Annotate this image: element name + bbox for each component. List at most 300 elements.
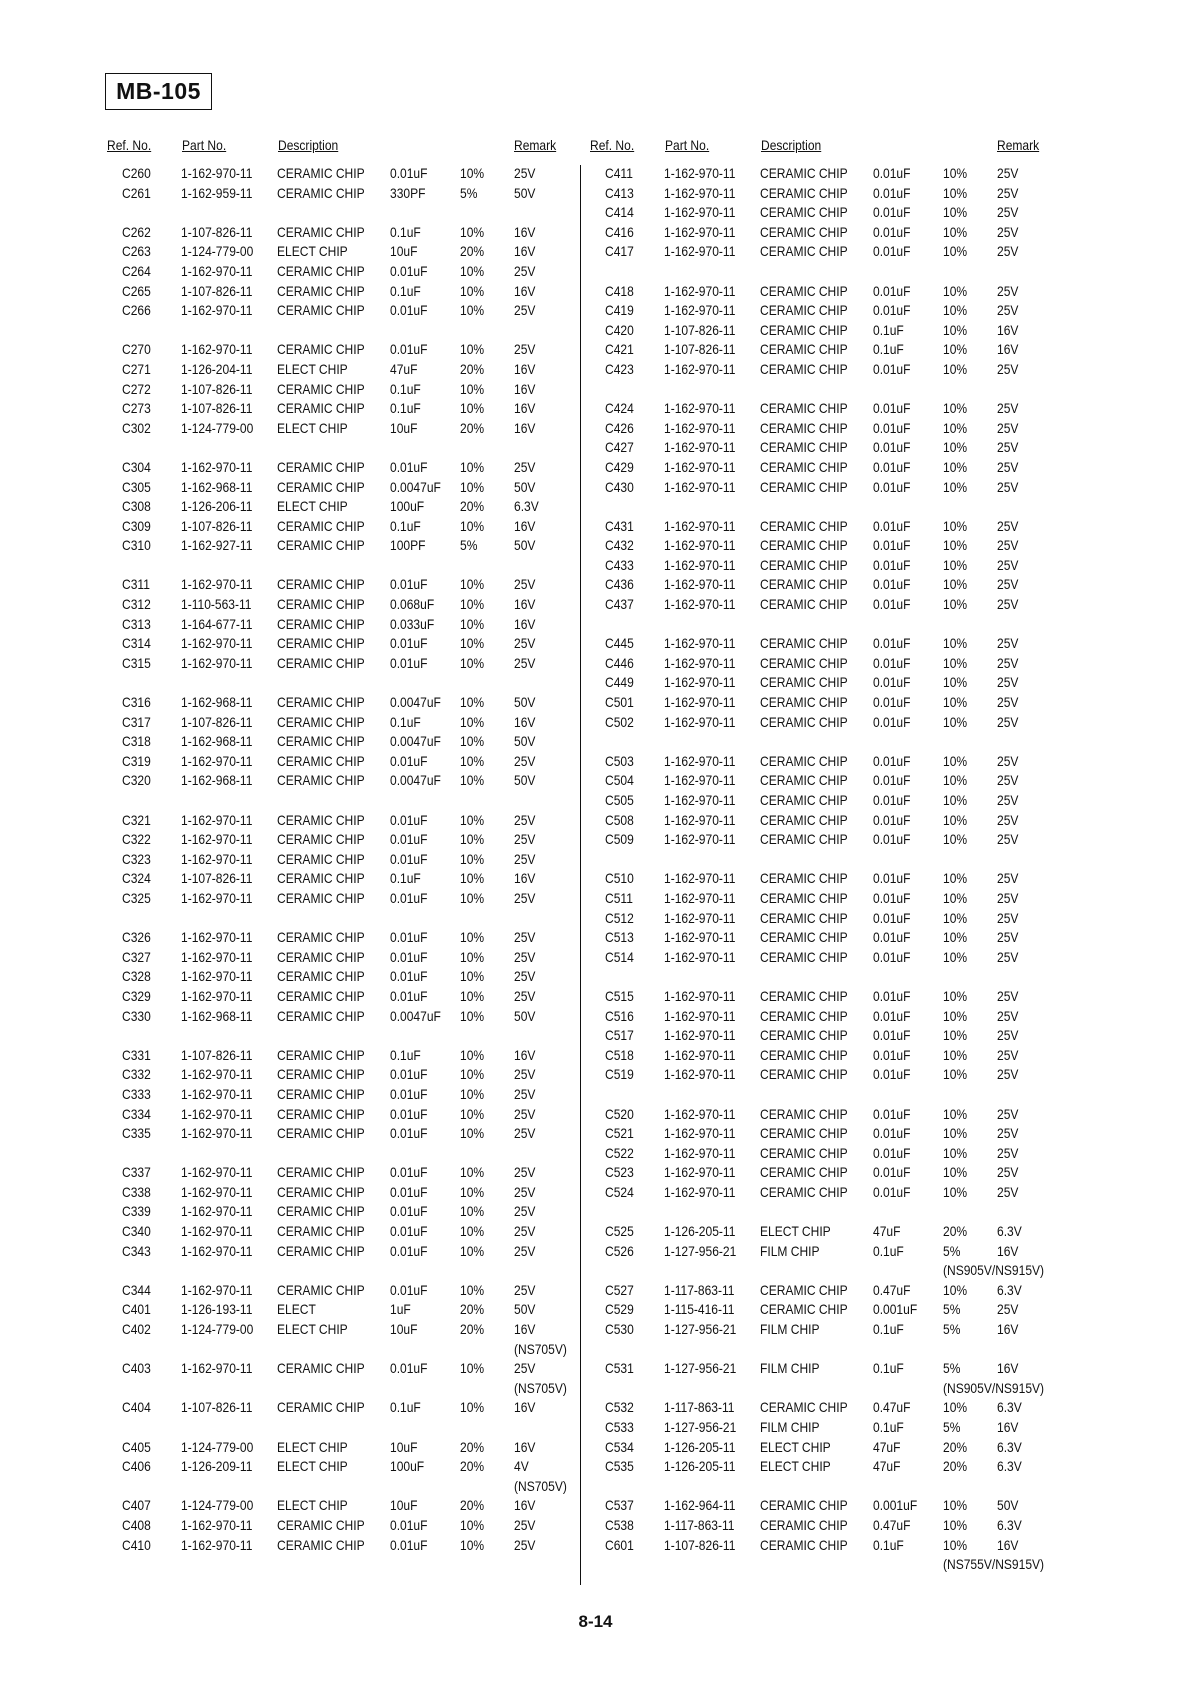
cell-value: 100uF (390, 1458, 425, 1475)
cell-remark: 50V (514, 694, 536, 711)
cell-ref-no: C325 (122, 889, 151, 906)
cell-part-no: 1-127-956-21 (664, 1321, 737, 1338)
cell-part-no: 1-162-970-11 (664, 909, 736, 926)
cell-remark: 25V (997, 870, 1019, 887)
cell-value: 47uF (390, 360, 418, 377)
cell-remark: 25V (514, 1125, 536, 1142)
cell-value: 0.01uF (873, 165, 911, 181)
cell-tolerance: 10% (460, 1183, 485, 1200)
cell-remark: 25V (514, 1164, 536, 1181)
cell-remark: 25V (997, 654, 1019, 671)
cell-value: 47uF (873, 1223, 901, 1240)
cell-description: CERAMIC CHIP (277, 1066, 365, 1083)
cell-ref-no: C317 (122, 713, 151, 730)
cell-tolerance: 10% (943, 1516, 968, 1533)
cell-value: 0.01uF (390, 987, 428, 1004)
cell-tolerance: 10% (943, 576, 968, 593)
cell-remark: 16V (514, 419, 536, 436)
cell-ref-no: C404 (122, 1399, 151, 1416)
cell-tolerance: 20% (460, 1301, 485, 1318)
cell-part-no: 1-124-779-00 (181, 1438, 254, 1455)
cell-value: 0.01uF (873, 772, 911, 789)
cell-part-no: 1-162-970-11 (181, 811, 253, 828)
cell-remark: 16V (514, 243, 536, 260)
cell-value: 0.01uF (873, 909, 911, 926)
cell-tolerance: 10% (943, 1399, 968, 1416)
cell-tolerance: 10% (460, 1066, 485, 1083)
cell-part-no: 1-127-956-21 (664, 1419, 737, 1435)
cell-ref-no: C330 (122, 1007, 151, 1024)
cell-tolerance: 10% (460, 282, 485, 299)
cell-tolerance: 20% (460, 1497, 485, 1514)
cell-ref-no: C517 (605, 1027, 634, 1044)
cell-value: 0.01uF (390, 1242, 428, 1259)
cell-remark: 25V (997, 889, 1019, 906)
cell-value: 10uF (390, 1321, 418, 1338)
cell-value: 0.01uF (873, 360, 911, 377)
cell-value: 0.01uF (873, 1046, 911, 1063)
cell-description: CERAMIC CHIP (760, 1046, 848, 1063)
cell-value: 0.01uF (873, 400, 911, 417)
cell-value: 0.01uF (390, 850, 428, 867)
cell-tolerance: 10% (943, 1007, 968, 1024)
cell-tolerance: 10% (943, 635, 968, 652)
cell-value: 0.01uF (390, 889, 428, 906)
cell-tolerance: 10% (460, 576, 485, 593)
header-description: Description (761, 137, 822, 153)
cell-description: CERAMIC CHIP (760, 772, 848, 789)
cell-part-no: 1-162-970-11 (664, 713, 736, 730)
cell-remark: 6.3V (997, 1223, 1022, 1240)
cell-part-no: 1-162-959-11 (181, 184, 253, 201)
cell-tolerance: 10% (943, 1497, 968, 1514)
cell-description: CERAMIC CHIP (760, 1399, 848, 1416)
cell-part-no: 1-126-193-11 (181, 1301, 253, 1318)
cell-description: CERAMIC CHIP (760, 517, 848, 534)
cell-remark: 25V (997, 752, 1019, 769)
cell-remark: 6.3V (514, 498, 539, 515)
cell-value: 0.01uF (390, 948, 428, 965)
cell-description: CERAMIC CHIP (760, 537, 848, 554)
cell-part-no: 1-162-970-11 (181, 262, 253, 279)
cell-tolerance: 10% (460, 302, 485, 319)
cell-ref-no: C334 (122, 1105, 151, 1122)
cell-value: 0.1uF (873, 1536, 904, 1553)
cell-part-no: 1-126-209-11 (181, 1458, 253, 1475)
cell-ref-no: C537 (605, 1497, 634, 1514)
cell-part-no: 1-162-970-11 (664, 694, 736, 711)
cell-part-no: 1-162-970-11 (664, 478, 736, 495)
cell-tolerance: 10% (943, 674, 968, 691)
cell-part-no: 1-115-416-11 (664, 1301, 735, 1318)
cell-tolerance: 10% (943, 556, 968, 573)
cell-value: 0.01uF (873, 282, 911, 299)
cell-part-no: 1-117-863-11 (664, 1516, 735, 1533)
cell-ref-no: C264 (122, 262, 151, 279)
cell-description: CERAMIC CHIP (277, 1164, 365, 1181)
cell-ref-no: C401 (122, 1301, 151, 1318)
cell-description: CERAMIC CHIP (760, 576, 848, 593)
cell-tolerance: 10% (460, 694, 485, 711)
cell-part-no: 1-162-968-11 (181, 772, 253, 789)
cell-description: CERAMIC CHIP (277, 1242, 365, 1259)
cell-ref-no: C446 (605, 654, 634, 671)
cell-description: CERAMIC CHIP (277, 831, 365, 848)
cell-part-no: 1-126-206-11 (181, 498, 253, 515)
cell-ref-no: C344 (122, 1281, 151, 1298)
cell-ref-no: C510 (605, 870, 634, 887)
cell-remark: 25V (997, 929, 1019, 946)
cell-tolerance: 5% (943, 1321, 961, 1338)
cell-value: 0.01uF (390, 752, 428, 769)
cell-ref-no: C525 (605, 1223, 634, 1240)
cell-tolerance: 10% (460, 987, 485, 1004)
cell-value: 0.01uF (390, 1516, 428, 1533)
cell-description: CERAMIC CHIP (277, 870, 365, 887)
cell-remark: 25V (514, 576, 536, 593)
cell-tolerance: 20% (460, 498, 485, 515)
cell-remark: 25V (997, 792, 1019, 808)
cell-remark: 25V (514, 889, 536, 906)
cell-part-no: 1-162-970-11 (664, 517, 736, 534)
cell-remark: 25V (997, 1007, 1019, 1024)
cell-part-no: 1-162-970-11 (181, 831, 253, 848)
cell-ref-no: C427 (605, 439, 634, 456)
cell-value: 0.01uF (873, 1007, 911, 1024)
cell-description: CERAMIC CHIP (277, 1281, 365, 1298)
cell-part-no: 1-162-970-11 (664, 674, 736, 691)
cell-value: 0.0047uF (390, 694, 441, 711)
cell-remark: 16V (514, 1497, 536, 1514)
cell-ref-no: C270 (122, 341, 151, 358)
cell-tolerance: 20% (943, 1438, 968, 1455)
cell-remark: 25V (997, 811, 1019, 828)
cell-tolerance: 10% (943, 517, 968, 534)
cell-remark: 16V (514, 870, 536, 887)
cell-tolerance: 10% (943, 889, 968, 906)
cell-description: CERAMIC CHIP (277, 1536, 365, 1553)
cell-remark: 25V (514, 968, 536, 985)
cell-ref-no: C419 (605, 302, 634, 319)
cell-tolerance: 20% (460, 1458, 485, 1475)
cell-tolerance: 10% (943, 1281, 968, 1298)
header-description: Description (278, 137, 339, 153)
cell-part-no: 1-162-970-11 (664, 1027, 736, 1044)
cell-description: CERAMIC CHIP (760, 811, 848, 828)
cell-ref-no: C261 (122, 184, 151, 201)
cell-ref-no: C502 (605, 713, 634, 730)
cell-tolerance: 10% (943, 929, 968, 946)
cell-tolerance: 10% (943, 341, 968, 358)
cell-ref-no: C302 (122, 419, 151, 436)
cell-tolerance: (NS905V/NS915V) (943, 1379, 1045, 1396)
cell-value: 0.01uF (873, 694, 911, 711)
cell-ref-no: C512 (605, 909, 634, 926)
cell-tolerance: 10% (943, 1105, 968, 1122)
cell-description: CERAMIC CHIP (277, 772, 365, 789)
cell-tolerance: 10% (943, 772, 968, 789)
cell-remark: 25V (514, 165, 536, 181)
cell-description: CERAMIC CHIP (277, 517, 365, 534)
cell-ref-no: C403 (122, 1360, 151, 1377)
cell-value: 0.1uF (390, 517, 421, 534)
cell-part-no: 1-162-927-11 (181, 537, 253, 554)
cell-remark: 25V (514, 635, 536, 652)
cell-description: CERAMIC CHIP (760, 1301, 848, 1318)
cell-ref-no: C524 (605, 1183, 634, 1200)
cell-remark: 6.3V (997, 1438, 1022, 1455)
cell-value: 0.01uF (390, 341, 428, 358)
cell-value: 0.01uF (873, 302, 911, 319)
cell-remark: 50V (514, 1301, 536, 1318)
cell-part-no: 1-127-956-21 (664, 1360, 737, 1377)
cell-ref-no: C523 (605, 1164, 634, 1181)
cell-remark: 25V (997, 184, 1019, 201)
cell-value: 100PF (390, 537, 426, 554)
cell-description: ELECT CHIP (760, 1223, 831, 1240)
cell-ref-no: C331 (122, 1046, 151, 1063)
cell-tolerance: 10% (460, 223, 485, 240)
cell-ref-no: C323 (122, 850, 151, 867)
cell-tolerance: 10% (460, 458, 485, 475)
cell-tolerance: 10% (943, 752, 968, 769)
cell-value: 0.01uF (873, 1105, 911, 1122)
cell-remark: 6.3V (997, 1516, 1022, 1533)
cell-tolerance: 10% (943, 1066, 968, 1083)
cell-remark: 16V (514, 1046, 536, 1063)
cell-value: 0.01uF (873, 1164, 911, 1181)
cell-value: 0.01uF (873, 596, 911, 613)
cell-tolerance: 10% (943, 713, 968, 730)
cell-ref-no: C526 (605, 1242, 634, 1259)
cell-tolerance: 10% (943, 1144, 968, 1161)
cell-value: 0.01uF (390, 968, 428, 985)
cell-value: 0.1uF (390, 1046, 421, 1063)
cell-description: CERAMIC CHIP (277, 889, 365, 906)
cell-ref-no: C432 (605, 537, 634, 554)
cell-description: CERAMIC CHIP (277, 733, 365, 750)
cell-value: 0.1uF (390, 713, 421, 730)
cell-part-no: 1-107-826-11 (181, 1046, 253, 1063)
cell-ref-no: C509 (605, 831, 634, 848)
cell-part-no: 1-162-970-11 (664, 1007, 736, 1024)
cell-value: 0.01uF (873, 811, 911, 828)
cell-tolerance: 10% (943, 1125, 968, 1142)
cell-remark: 16V (997, 1419, 1019, 1435)
cell-remark: 25V (997, 1027, 1019, 1044)
cell-ref-no: C416 (605, 223, 634, 240)
cell-value: 0.01uF (390, 831, 428, 848)
cell-value: 0.01uF (873, 831, 911, 848)
cell-ref-no: C328 (122, 968, 151, 985)
cell-ref-no: C521 (605, 1125, 634, 1142)
cell-remark: 25V (997, 458, 1019, 475)
cell-value: 0.1uF (873, 321, 904, 338)
cell-tolerance: 10% (460, 850, 485, 867)
cell-part-no: 1-162-970-11 (181, 654, 253, 671)
cell-part-no: 1-162-970-11 (181, 302, 253, 319)
cell-part-no: 1-117-863-11 (664, 1281, 735, 1298)
cell-tolerance: 10% (460, 1223, 485, 1240)
cell-part-no: 1-107-826-11 (664, 1536, 736, 1553)
cell-ref-no: C322 (122, 831, 151, 848)
cell-part-no: 1-162-970-11 (664, 439, 736, 456)
cell-tolerance: 10% (460, 635, 485, 652)
cell-remark: 16V (514, 223, 536, 240)
cell-remark: 16V (514, 380, 536, 397)
cell-tolerance: 10% (943, 302, 968, 319)
cell-remark: 25V (514, 262, 536, 279)
cell-value: 0.1uF (873, 1360, 904, 1377)
cell-ref-no: C411 (605, 165, 633, 181)
cell-description: CERAMIC CHIP (277, 968, 365, 985)
cell-part-no: 1-162-970-11 (664, 831, 736, 848)
cell-tolerance: 10% (943, 282, 968, 299)
cell-description: CERAMIC CHIP (277, 380, 365, 397)
cell-value: 0.001uF (873, 1497, 918, 1514)
cell-description: CERAMIC CHIP (760, 674, 848, 691)
cell-description: CERAMIC CHIP (277, 458, 365, 475)
cell-part-no: 1-164-677-11 (181, 615, 253, 632)
cell-part-no: 1-162-970-11 (664, 1105, 736, 1122)
cell-ref-no: C332 (122, 1066, 151, 1083)
cell-value: 0.1uF (390, 1399, 421, 1416)
cell-part-no: 1-107-826-11 (181, 713, 253, 730)
cell-remark: 50V (514, 733, 536, 750)
cell-tolerance: 10% (943, 596, 968, 613)
cell-part-no: 1-162-970-11 (664, 929, 736, 946)
cell-description: CERAMIC CHIP (760, 341, 848, 358)
cell-part-no: 1-162-970-11 (181, 165, 253, 181)
cell-description: CERAMIC CHIP (277, 694, 365, 711)
cell-part-no: 1-126-204-11 (181, 360, 253, 377)
cell-value: 0.01uF (873, 517, 911, 534)
cell-description: CERAMIC CHIP (760, 889, 848, 906)
cell-description: FILM CHIP (760, 1360, 820, 1377)
cell-remark: 25V (514, 1360, 536, 1377)
cell-part-no: 1-162-970-11 (664, 576, 736, 593)
cell-tolerance: 10% (943, 1046, 968, 1063)
cell-remark: 16V (997, 1360, 1019, 1377)
cell-description: CERAMIC CHIP (760, 948, 848, 965)
cell-remark: 25V (514, 1516, 536, 1533)
cell-tolerance: 10% (943, 1536, 968, 1553)
cell-remark: 25V (514, 811, 536, 828)
cell-part-no: 1-162-970-11 (664, 987, 736, 1004)
cell-value: 0.1uF (390, 282, 421, 299)
cell-remark: 25V (997, 478, 1019, 495)
cell-description: CERAMIC CHIP (760, 1125, 848, 1142)
cell-part-no: 1-162-970-11 (181, 1360, 253, 1377)
cell-ref-no: C312 (122, 596, 151, 613)
cell-value: 0.01uF (390, 654, 428, 671)
cell-part-no: 1-162-970-11 (664, 204, 736, 221)
cell-remark: 25V (514, 1536, 536, 1553)
cell-ref-no: C527 (605, 1281, 634, 1298)
cell-part-no: 1-162-970-11 (181, 341, 253, 358)
cell-part-no: 1-162-970-11 (664, 419, 736, 436)
cell-ref-no: C316 (122, 694, 151, 711)
cell-part-no: 1-162-970-11 (181, 968, 253, 985)
cell-description: CERAMIC CHIP (277, 948, 365, 965)
cell-part-no: 1-162-970-11 (181, 948, 253, 965)
cell-description: CERAMIC CHIP (760, 596, 848, 613)
cell-description: CERAMIC CHIP (277, 1105, 365, 1122)
cell-value: 0.01uF (873, 635, 911, 652)
cell-description: FILM CHIP (760, 1419, 820, 1435)
header-remark: Remark (997, 137, 1040, 153)
cell-value: 0.0047uF (390, 733, 441, 750)
cell-part-no: 1-162-970-11 (664, 772, 736, 789)
cell-remark: 25V (514, 1242, 536, 1259)
cell-tolerance: 10% (943, 987, 968, 1004)
cell-part-no: 1-162-970-11 (181, 1164, 253, 1181)
cell-value: 0.01uF (873, 184, 911, 201)
cell-description: CERAMIC CHIP (760, 165, 848, 181)
cell-value: 100uF (390, 498, 425, 515)
cell-tolerance: 20% (943, 1458, 968, 1475)
cell-description: CERAMIC CHIP (760, 909, 848, 926)
cell-remark: 25V (997, 223, 1019, 240)
cell-description: CERAMIC CHIP (760, 635, 848, 652)
cell-description: CERAMIC CHIP (277, 1183, 365, 1200)
cell-value: 10uF (390, 243, 418, 260)
cell-description: CERAMIC CHIP (760, 184, 848, 201)
cell-remark: 4V (514, 1458, 529, 1475)
cell-ref-no: C421 (605, 341, 634, 358)
cell-value: 0.01uF (390, 302, 428, 319)
page-number: 8-14 (578, 1612, 613, 1631)
cell-remark: 25V (514, 948, 536, 965)
cell-part-no: 1-124-779-00 (181, 1497, 254, 1514)
cell-ref-no: C424 (605, 400, 634, 417)
cell-part-no: 1-162-970-11 (664, 1046, 736, 1063)
cell-description: ELECT (277, 1301, 316, 1318)
cell-value: 0.1uF (873, 341, 904, 358)
cell-description: ELECT CHIP (277, 1497, 348, 1514)
cell-part-no: 1-124-779-00 (181, 243, 254, 260)
cell-part-no: 1-124-779-00 (181, 419, 254, 436)
cell-ref-no: C405 (122, 1438, 151, 1455)
cell-ref-no: C339 (122, 1203, 151, 1220)
cell-tolerance: 10% (460, 1164, 485, 1181)
cell-tolerance: 10% (943, 360, 968, 377)
cell-part-no: 1-162-970-11 (664, 282, 736, 299)
cell-description: ELECT CHIP (277, 498, 348, 515)
cell-remark: 25V (997, 302, 1019, 319)
cell-description: CERAMIC CHIP (277, 1046, 365, 1063)
cell-tolerance: 10% (460, 733, 485, 750)
cell-tolerance: 10% (943, 204, 968, 221)
cell-description: CERAMIC CHIP (760, 694, 848, 711)
cell-part-no: 1-124-779-00 (181, 1321, 254, 1338)
cell-remark: 25V (997, 674, 1019, 691)
cell-ref-no: C514 (605, 948, 634, 965)
cell-ref-no: C511 (605, 889, 633, 906)
cell-ref-no: C538 (605, 1516, 634, 1533)
cell-description: CERAMIC CHIP (760, 458, 848, 475)
cell-remark: 16V (514, 517, 536, 534)
cell-value: 0.1uF (873, 1321, 904, 1338)
cell-value: 0.01uF (390, 1066, 428, 1083)
cell-ref-no: C320 (122, 772, 151, 789)
cell-value: 0.1uF (873, 1242, 904, 1259)
cell-remark: 25V (997, 1105, 1019, 1122)
cell-remark: 16V (997, 1242, 1019, 1259)
cell-description: CERAMIC CHIP (760, 1164, 848, 1181)
cell-value: 0.01uF (873, 870, 911, 887)
cell-remark: 25V (997, 537, 1019, 554)
